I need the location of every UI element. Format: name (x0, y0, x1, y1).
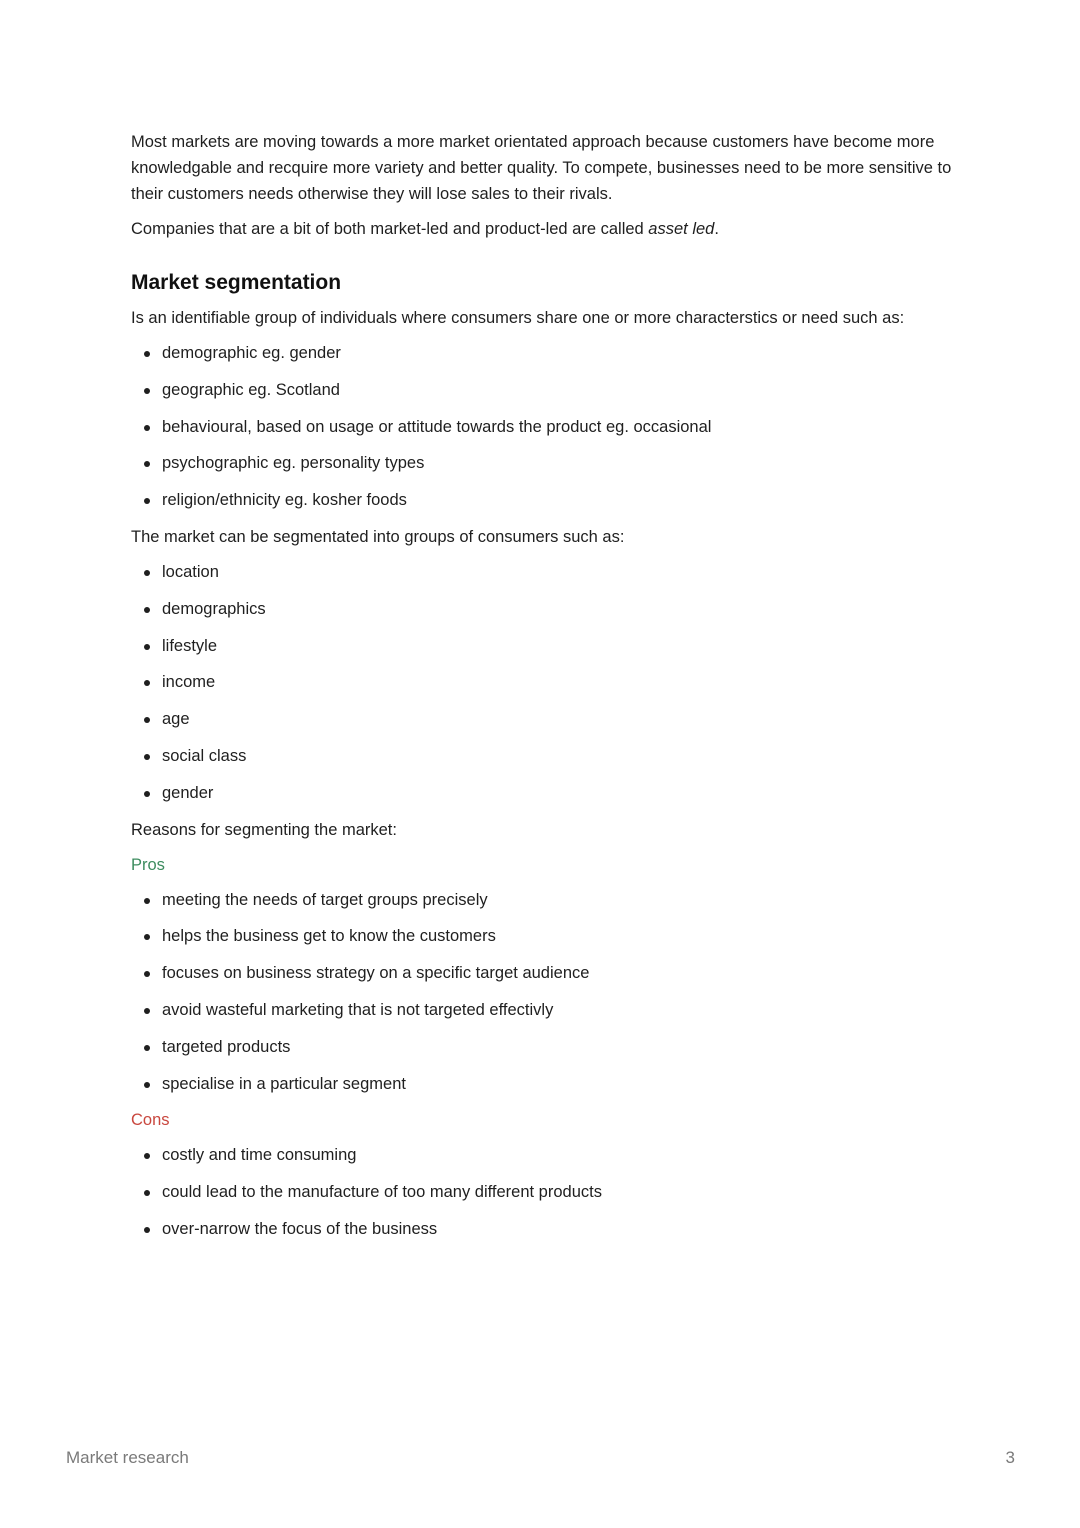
list-item (162, 706, 961, 732)
list-item (162, 487, 961, 513)
list-item (162, 743, 961, 769)
list-item (162, 340, 961, 366)
list-item-text: lifestyle (162, 636, 218, 655)
bullet-icon (144, 498, 150, 504)
list-item (162, 559, 961, 585)
bullet-icon (144, 607, 150, 613)
list-item-text: over-narrow the focus of the business (162, 1219, 438, 1238)
list-item-text: social class (162, 746, 247, 765)
list-item (162, 1071, 961, 1097)
list-item (162, 414, 961, 440)
bullet-icon (144, 570, 150, 576)
list-item (162, 780, 961, 806)
bullet-icon (144, 754, 150, 760)
list-item (162, 1179, 961, 1205)
bullet-icon (144, 680, 150, 686)
asset-led-prefix: Companies that are a bit of both market-led and product-led are called (131, 220, 649, 238)
intro-paragraph: Most markets are moving towards a more market orientated approach because customers have become more knowledgable and recquire more variety and better quality. To compete, businesses need to be more sensitive to their customers needs otherwise they will lose sales to their rivals. (131, 133, 952, 203)
asset-led-paragraph (131, 216, 961, 242)
list-item-text: focuses on business strategy on a specific target audience (162, 964, 590, 983)
bullet-icon (144, 934, 150, 940)
page-content (131, 129, 961, 1253)
list-item-text: targeted products (162, 1037, 291, 1056)
list-item (162, 923, 961, 949)
reasons-intro: Reasons for segmenting the market: (131, 820, 397, 839)
list-item (162, 669, 961, 695)
bullet-icon (144, 1045, 150, 1051)
list-item-text: income (162, 673, 216, 692)
list-item-text: gender (162, 783, 214, 802)
list-item-text: behavioural, based on usage or attitude towards the product eg. occasional (162, 417, 712, 436)
cons-list (131, 1142, 961, 1242)
bullet-icon (144, 1008, 150, 1014)
list-item (162, 960, 961, 986)
list-item-text: geographic eg. Scotland (162, 380, 340, 399)
bullet-icon (144, 898, 150, 904)
list-item (162, 1034, 961, 1060)
list-item-text: psychographic eg. personality types (162, 454, 425, 473)
bullet-icon (144, 1227, 150, 1233)
bullet-icon (144, 351, 150, 357)
bullet-icon (144, 971, 150, 977)
list-item (162, 596, 961, 622)
list-item (162, 450, 961, 476)
list-item-text: costly and time consuming (162, 1146, 357, 1165)
page-number: 3 (1005, 1448, 1015, 1467)
section-heading: Market segmentation (131, 271, 342, 294)
bullet-icon (144, 388, 150, 394)
bullet-icon (144, 791, 150, 797)
list-item-text: demographics (162, 599, 266, 618)
cons-label: Cons (131, 1111, 170, 1130)
bullet-icon (144, 644, 150, 650)
asset-led-suffix: . (714, 220, 719, 238)
list-item (162, 633, 961, 659)
groups-list (131, 559, 961, 806)
list-item-text: could lead to the manufacture of too many different products (162, 1183, 602, 1202)
pros-label: Pros (131, 855, 165, 874)
list-item-text: demographic eg. gender (162, 344, 341, 362)
groups-intro: The market can be segmentated into groups of consumers such as: (131, 527, 625, 546)
list-item (162, 1216, 961, 1242)
asset-led-term: asset led (648, 220, 715, 238)
bullet-icon (144, 425, 150, 431)
segmentation-definition: Is an identifiable group of individuals where consumers share one or more characterstics or need such as: (131, 309, 905, 327)
footer-title: Market research (66, 1448, 189, 1467)
list-item-text: helps the business get to know the customers (162, 927, 496, 946)
characteristics-list (131, 340, 961, 513)
list-item-text: location (162, 562, 219, 581)
list-item-text: avoid wasteful marketing that is not targeted effectivly (162, 1000, 554, 1019)
bullet-icon (144, 1190, 150, 1196)
list-item-text: specialise in a particular segment (162, 1074, 406, 1093)
bullet-icon (144, 1082, 150, 1088)
list-item-text: religion/ethnicity eg. kosher foods (162, 491, 407, 510)
list-item (162, 1142, 961, 1168)
list-item (162, 997, 961, 1023)
bullet-icon (144, 717, 150, 723)
list-item (162, 887, 961, 913)
list-item-text: age (162, 710, 190, 729)
list-item (162, 377, 961, 403)
bullet-icon (144, 461, 150, 467)
bullet-icon (144, 1153, 150, 1159)
pros-list (131, 887, 961, 1097)
list-item-text: meeting the needs of target groups precisely (162, 890, 488, 909)
